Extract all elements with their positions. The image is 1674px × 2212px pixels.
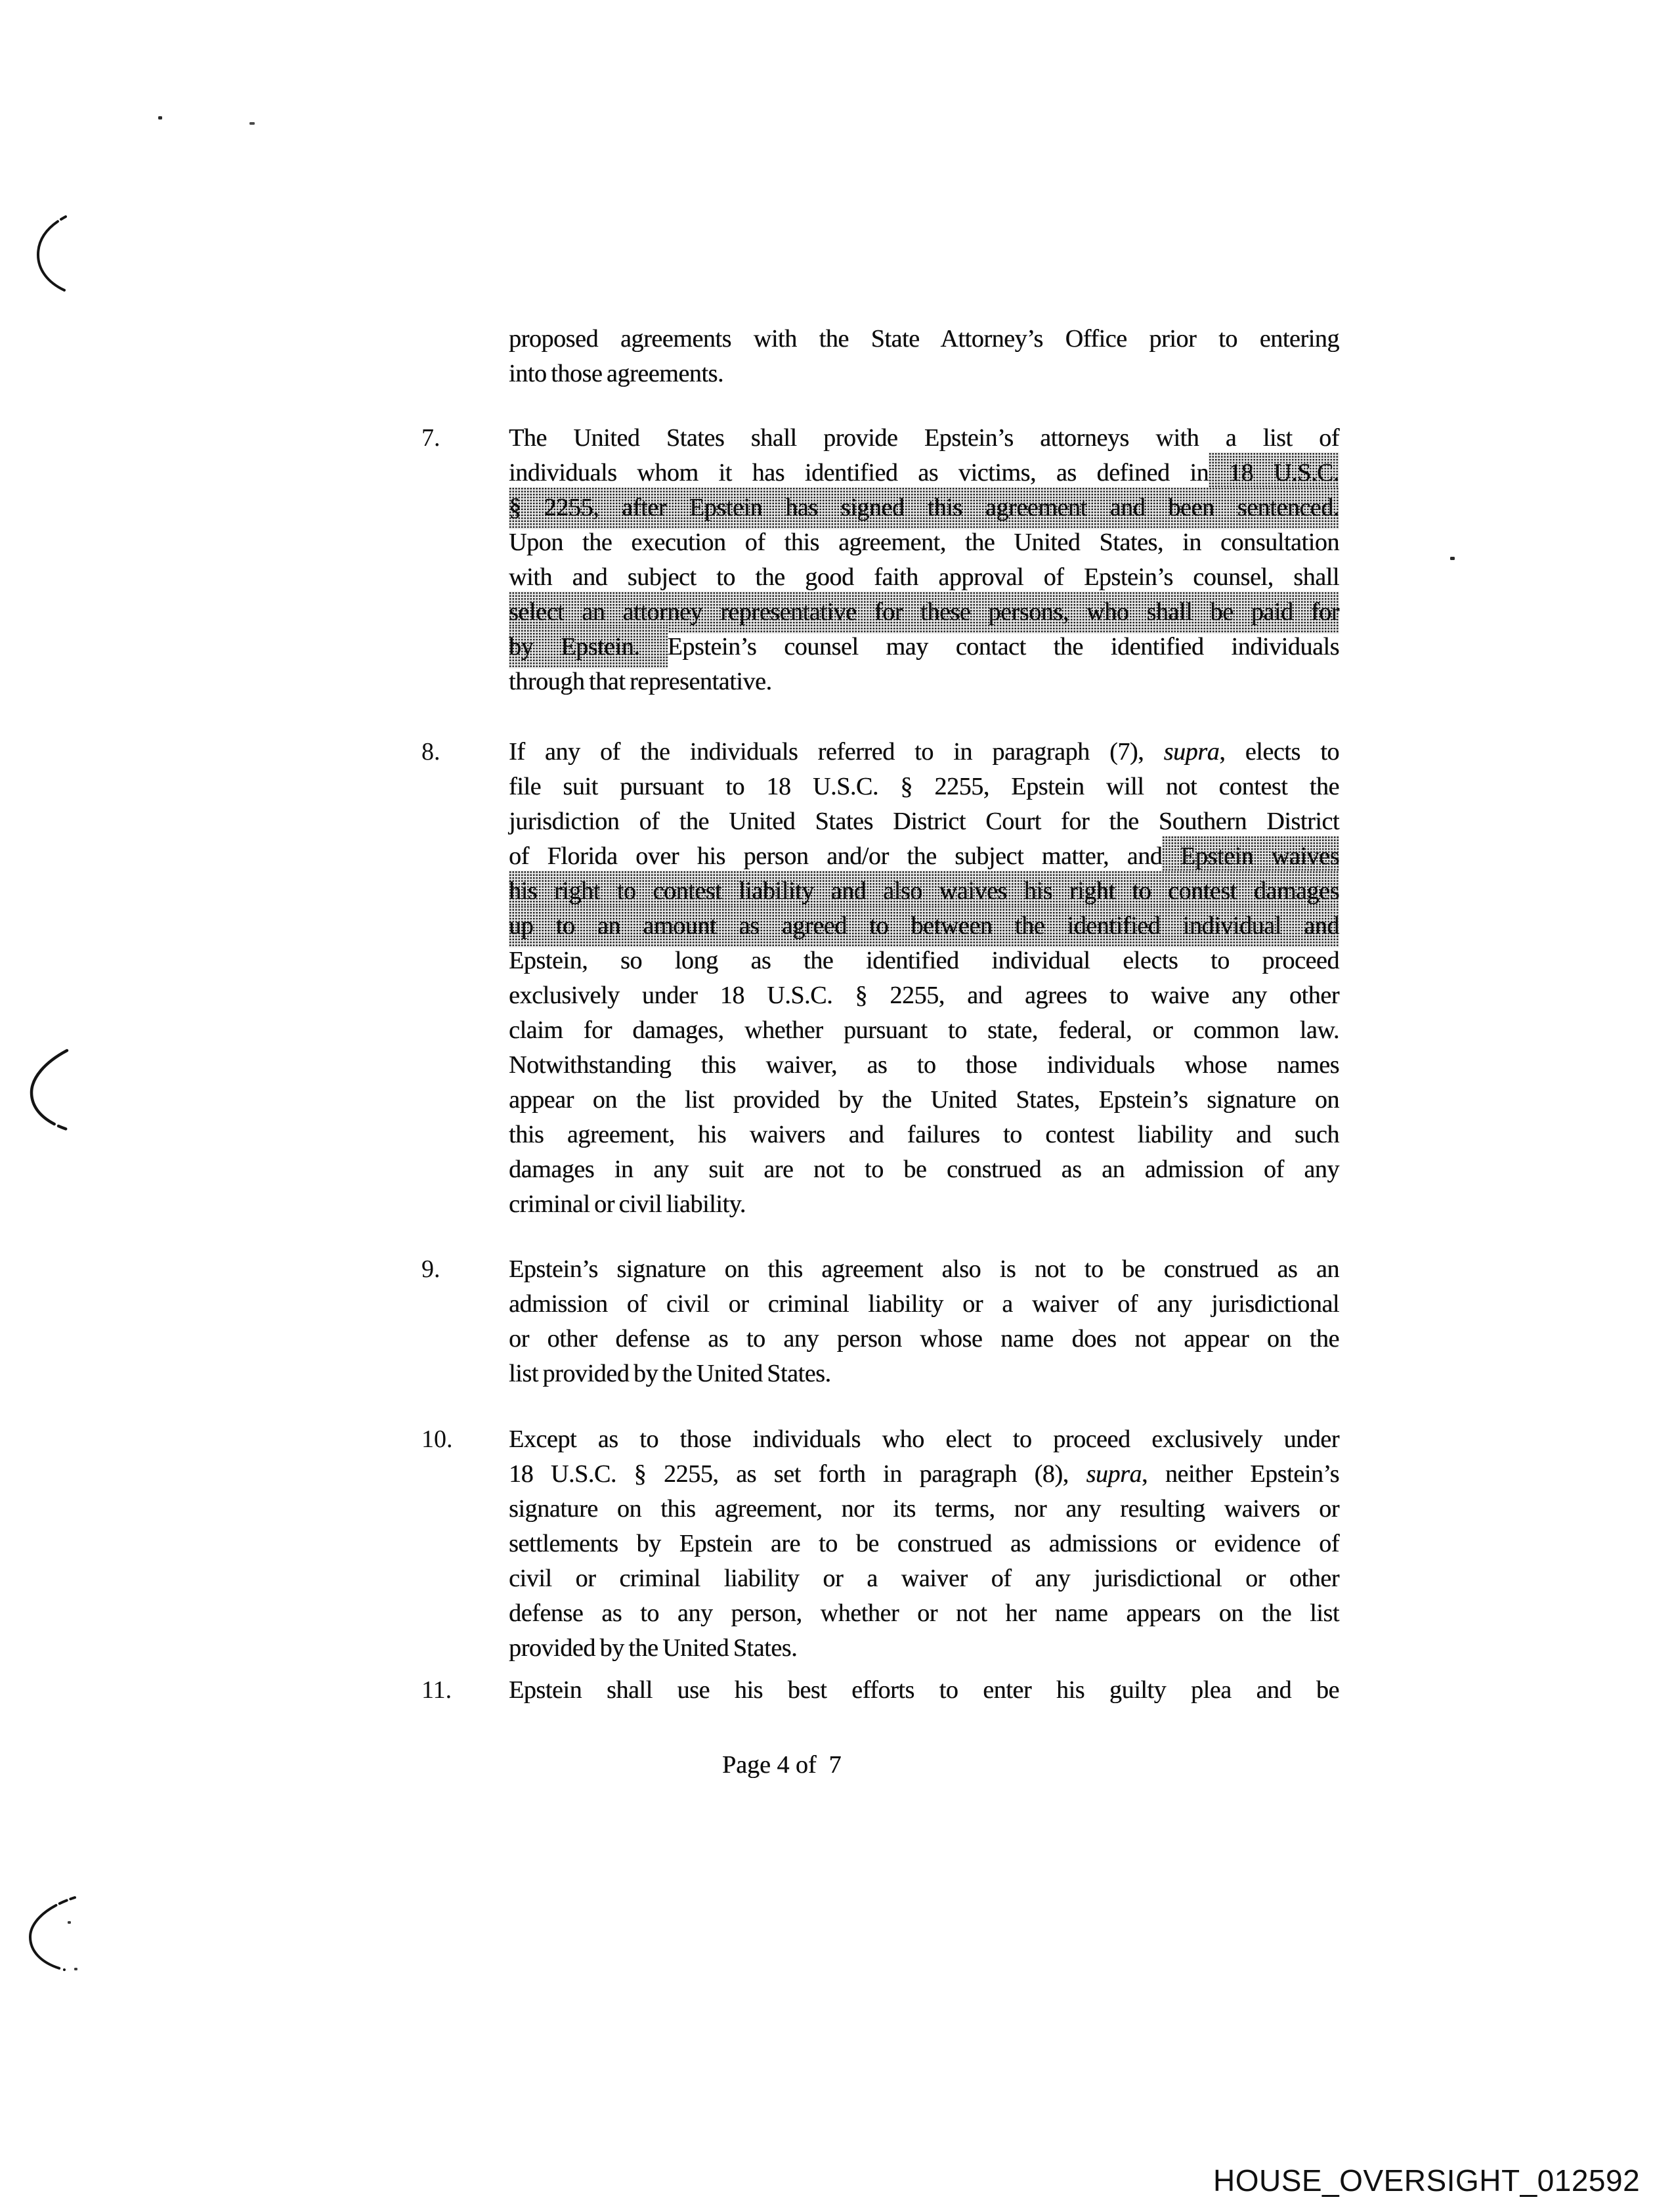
text-segment: claim for damages, whether pursuant to state, federal, or common law.: [509, 1016, 1339, 1044]
text-segment: Notwithstanding this waiver, as to those individuals whose names: [509, 1051, 1339, 1079]
text-line: [509, 839, 1339, 874]
text-segment: Epstein’s counsel may contact the identified individuals: [667, 633, 1339, 661]
paragraph-number: 10.: [421, 1425, 453, 1453]
scan-speck: [249, 122, 255, 125]
text-line: [509, 1287, 1339, 1322]
scan-arc-artifact: [33, 214, 74, 295]
text-segment: Except as to those individuals who elect to proceed exclusively under: [509, 1425, 1339, 1453]
text-line: [509, 1356, 1339, 1391]
text-segment: proposed agreements with the State Attorney’s Office prior to entering: [509, 325, 1339, 353]
text-segment: list provided by the United States.: [509, 1360, 831, 1387]
text-segment: supra: [1163, 738, 1220, 766]
paragraph-number: 11.: [421, 1676, 452, 1704]
page-number-label: Page 4 of 7: [722, 1751, 842, 1779]
text-segment: If any of the individuals referred to in paragraph (7),: [509, 738, 1164, 766]
text-line: [509, 1048, 1339, 1083]
text-line: [509, 1117, 1339, 1152]
text-line: [509, 804, 1339, 839]
continuation-paragraph: [509, 322, 1339, 391]
text-line: [509, 978, 1339, 1013]
text-segment: Upon the execution of this agreement, the United States, in consultation: [509, 529, 1339, 556]
text-line: [509, 874, 1339, 909]
text-segment: this agreement, his waivers and failures to contest liability and such: [509, 1121, 1339, 1148]
text-segment: provided by the United States.: [509, 1634, 798, 1662]
paragraph-9: [421, 1252, 1339, 1391]
text-segment: with and subject to the good faith approval of Epstein’s counsel, shall: [509, 563, 1339, 591]
text-line: [509, 1527, 1339, 1561]
text-line: [509, 1596, 1339, 1631]
highlighted-text: Epstein waives: [1162, 836, 1339, 878]
highlighted-text: his right to contest liability and also waives his right to contest damages: [509, 871, 1339, 913]
text-line: [509, 1457, 1339, 1492]
text-line: [509, 1083, 1339, 1117]
text-line: [509, 1422, 1339, 1457]
highlighted-text: § 2255, after Epstein has signed this agreement and been sentenced.: [509, 487, 1339, 529]
text-line: [509, 1492, 1339, 1527]
scan-arc-artifact: [28, 1048, 75, 1133]
text-line: [509, 735, 1339, 770]
text-segment: admission of civil or criminal liability or a waiver of any jurisdictional: [509, 1290, 1339, 1318]
text-segment: supra: [1086, 1460, 1142, 1488]
text-segment: or other defense as to any person whose name does not appear on the: [509, 1325, 1339, 1353]
text-line: [509, 664, 1339, 699]
text-line: [509, 421, 1339, 456]
text-line: [509, 490, 1339, 525]
text-segment: Epstein shall use his best efforts to enter his guilty plea and be: [509, 1676, 1339, 1704]
text-line: [509, 1152, 1339, 1187]
text-line: [509, 322, 1339, 357]
text-line: [509, 630, 1339, 664]
text-segment: into those agreements.: [509, 360, 724, 387]
highlighted-text: 18 U.S.C.: [1209, 452, 1339, 494]
highlighted-text: select an attorney representative for these persons, who shall be paid for: [509, 592, 1339, 634]
scan-arc-artifact: [26, 1894, 80, 1975]
text-segment: appear on the list provided by the United States, Epstein’s signature on: [509, 1086, 1339, 1114]
text-segment: Epstein’s signature on this agreement also is not to be construed as an: [509, 1255, 1339, 1283]
bates-stamp: HOUSE_OVERSIGHT_012592: [1213, 2163, 1641, 2198]
paragraph-number: 8.: [421, 738, 440, 766]
text-segment: civil or criminal liability or a waiver of any jurisdictional or other: [509, 1565, 1339, 1592]
text-segment: criminal or civil liability.: [509, 1190, 746, 1218]
paragraph-8: [421, 735, 1339, 1222]
text-line: [509, 560, 1339, 595]
highlighted-text: by Epstein.: [509, 626, 668, 668]
text-segment: of Florida over his person and/or the subject matter, and: [509, 842, 1163, 870]
paragraph-number: 9.: [421, 1255, 440, 1283]
scan-speck: [1450, 557, 1455, 560]
paragraph-10: [421, 1422, 1340, 1666]
text-line: [509, 1013, 1339, 1048]
paragraph-7: [421, 421, 1339, 699]
text-segment: settlements by Epstein are to be construed as admissions or evidence of: [509, 1530, 1339, 1557]
text-line: [509, 943, 1339, 978]
text-line: [509, 1631, 1339, 1666]
text-line: [509, 456, 1339, 490]
text-segment: through that representative.: [509, 668, 772, 695]
highlighted-text: up to an amount as agreed to between the identified individual and: [509, 905, 1339, 947]
text-segment: Epstein, so long as the identified individual elects to proceed: [509, 947, 1339, 974]
text-line: [509, 1187, 1339, 1222]
text-line: [509, 1322, 1339, 1356]
paragraph-11: [421, 1673, 1339, 1708]
text-line: [509, 595, 1339, 630]
text-line: [509, 909, 1339, 943]
text-line: [509, 357, 1339, 391]
text-line: [509, 770, 1339, 804]
text-segment: , elects to: [1219, 738, 1339, 766]
text-segment: defense as to any person, whether or not her name appears on the list: [509, 1599, 1339, 1627]
paragraph-number: 7.: [421, 424, 440, 452]
text-segment: individuals whom it has identified as victims, as defined in: [509, 459, 1209, 487]
text-line: [509, 525, 1339, 560]
text-segment: damages in any suit are not to be construed as an admission of any: [509, 1156, 1339, 1183]
text-line: [509, 1673, 1339, 1708]
text-line: [509, 1252, 1339, 1287]
text-segment: file suit pursuant to 18 U.S.C. § 2255, Epstein will not contest the: [509, 773, 1339, 800]
text-segment: exclusively under 18 U.S.C. § 2255, and agrees to waive any other: [509, 982, 1339, 1009]
text-segment: The United States shall provide Epstein’s attorneys with a list of: [509, 424, 1339, 452]
text-segment: , neither Epstein’s: [1142, 1460, 1340, 1488]
text-segment: 18 U.S.C. § 2255, as set forth in paragraph (8),: [509, 1460, 1086, 1488]
text-segment: jurisdiction of the United States District Court for the Southern District: [509, 808, 1339, 835]
scan-speck: [158, 116, 162, 119]
text-line: [509, 1561, 1339, 1596]
text-segment: signature on this agreement, nor its terms, nor any resulting waivers or: [509, 1495, 1339, 1523]
